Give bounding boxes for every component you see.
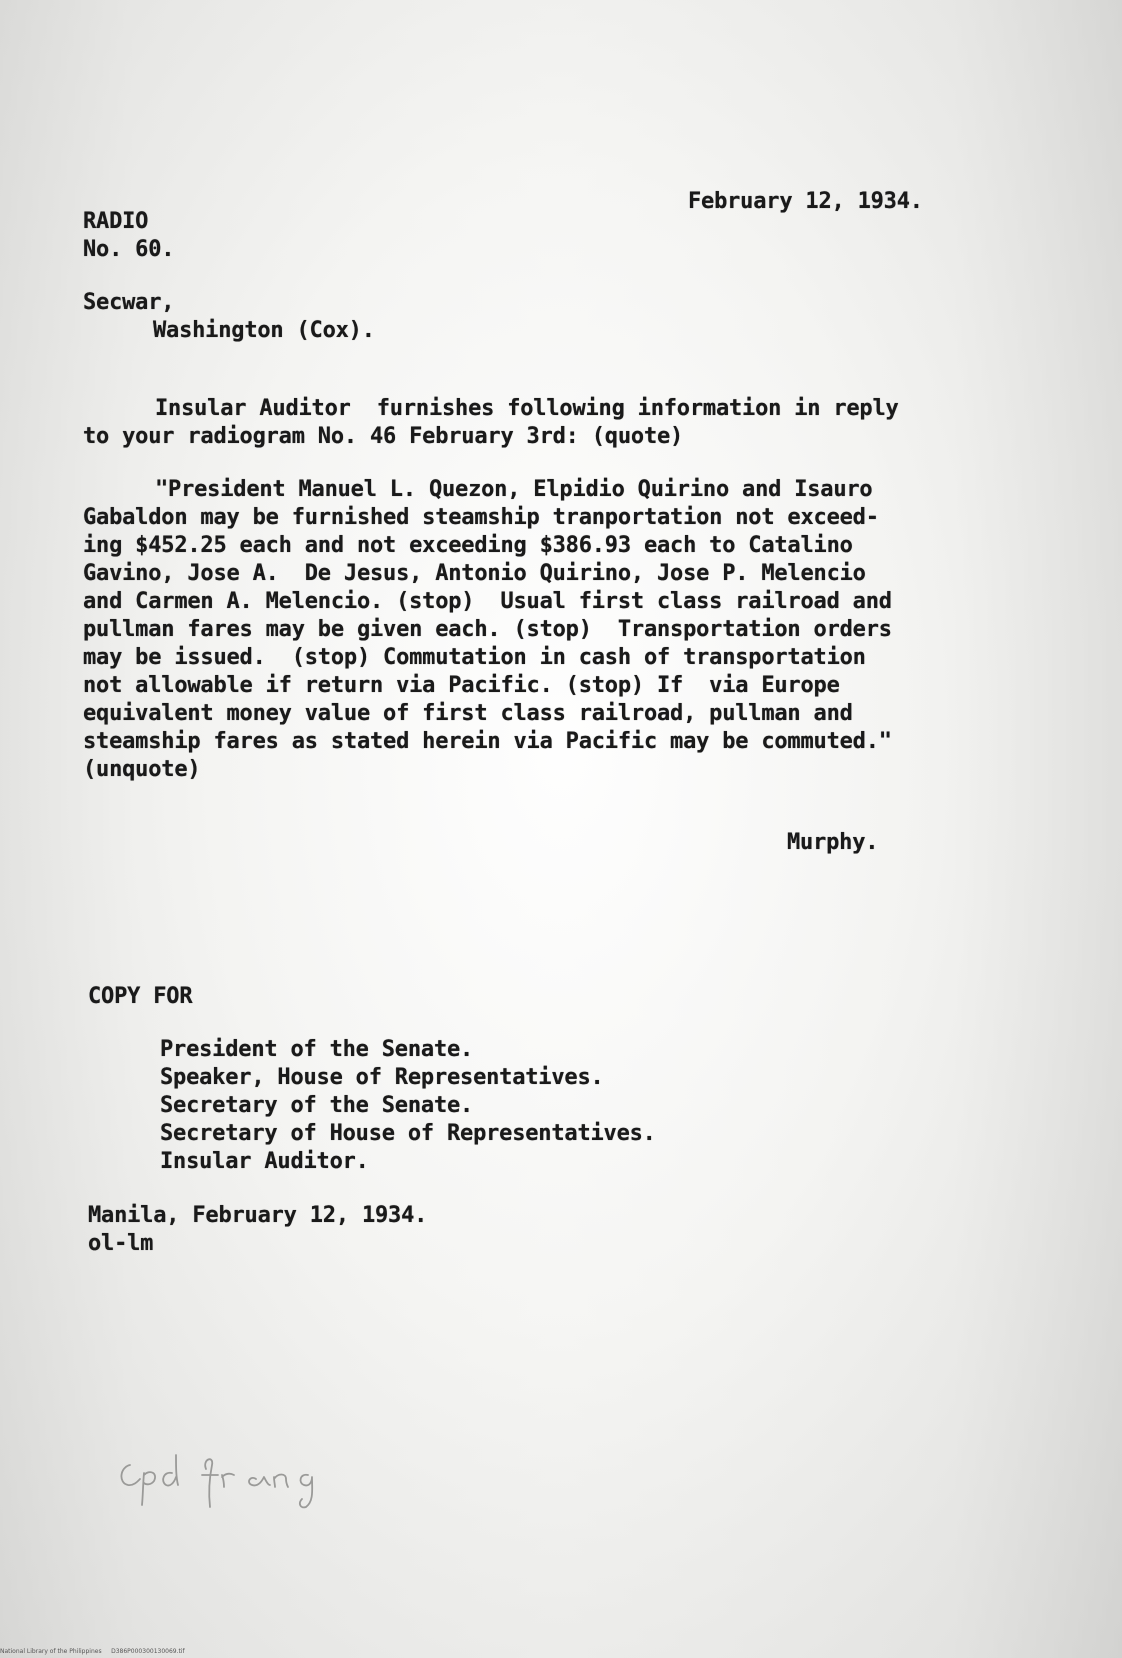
radio-number: No. 60. — [83, 237, 175, 262]
quote-line: Gabaldon may be furnished steamship tranportation not exceed- — [83, 505, 879, 530]
quote-line: Gavino, Jose A. De Jesus, Antonio Quirino, Jose P. Melencio — [83, 561, 866, 586]
copy-recipient: Secretary of the Senate. — [160, 1093, 474, 1118]
recipient: Secwar, — [83, 290, 175, 315]
intro-line-1: Insular Auditor furnishes following information in reply — [155, 396, 899, 421]
intro-line-2: to your radiogram No. 46 February 3rd: (quote) — [83, 424, 684, 449]
quote-line: pullman fares may be given each. (stop) Transportation orders — [83, 617, 892, 642]
quote-line: and Carmen A. Melencio. (stop) Usual first class railroad and — [83, 589, 892, 614]
quote-line: not allowable if return via Pacific. (stop) If via Europe — [83, 673, 840, 698]
copy-recipient: Speaker, House of Representatives. — [160, 1065, 604, 1090]
copy-recipient: Secretary of House of Representatives. — [160, 1121, 656, 1146]
copy-recipient: Insular Auditor. — [160, 1149, 369, 1174]
archive-footer: National Library of the Philippines D386P000300130069.tif — [0, 1648, 185, 1655]
closing-place-date: Manila, February 12, 1934. — [88, 1203, 428, 1228]
quote-line: may be issued. (stop) Commutation in cash of transportation — [83, 645, 866, 670]
quote-line: (unquote) — [83, 757, 201, 782]
quote-line: "President Manuel L. Quezon, Elpidio Quirino and Isauro — [155, 477, 873, 502]
handwritten-note-icon — [110, 1445, 370, 1515]
quote-line: steamship fares as stated herein via Pacific may be commuted." — [83, 729, 892, 754]
recipient-location: Washington (Cox). — [153, 318, 375, 343]
closing-initials: ol-lm — [88, 1231, 154, 1256]
signature: Murphy. — [787, 830, 879, 855]
quote-line: ing $452.25 each and not exceeding $386.93 each to Catalino — [83, 533, 853, 558]
copy-for-heading: COPY FOR — [88, 984, 193, 1009]
copy-recipient: President of the Senate. — [160, 1037, 474, 1062]
radio-label: RADIO — [83, 209, 149, 234]
quote-line: equivalent money value of first class railroad, pullman and — [83, 701, 853, 726]
letter-date: February 12, 1934. — [688, 189, 923, 214]
